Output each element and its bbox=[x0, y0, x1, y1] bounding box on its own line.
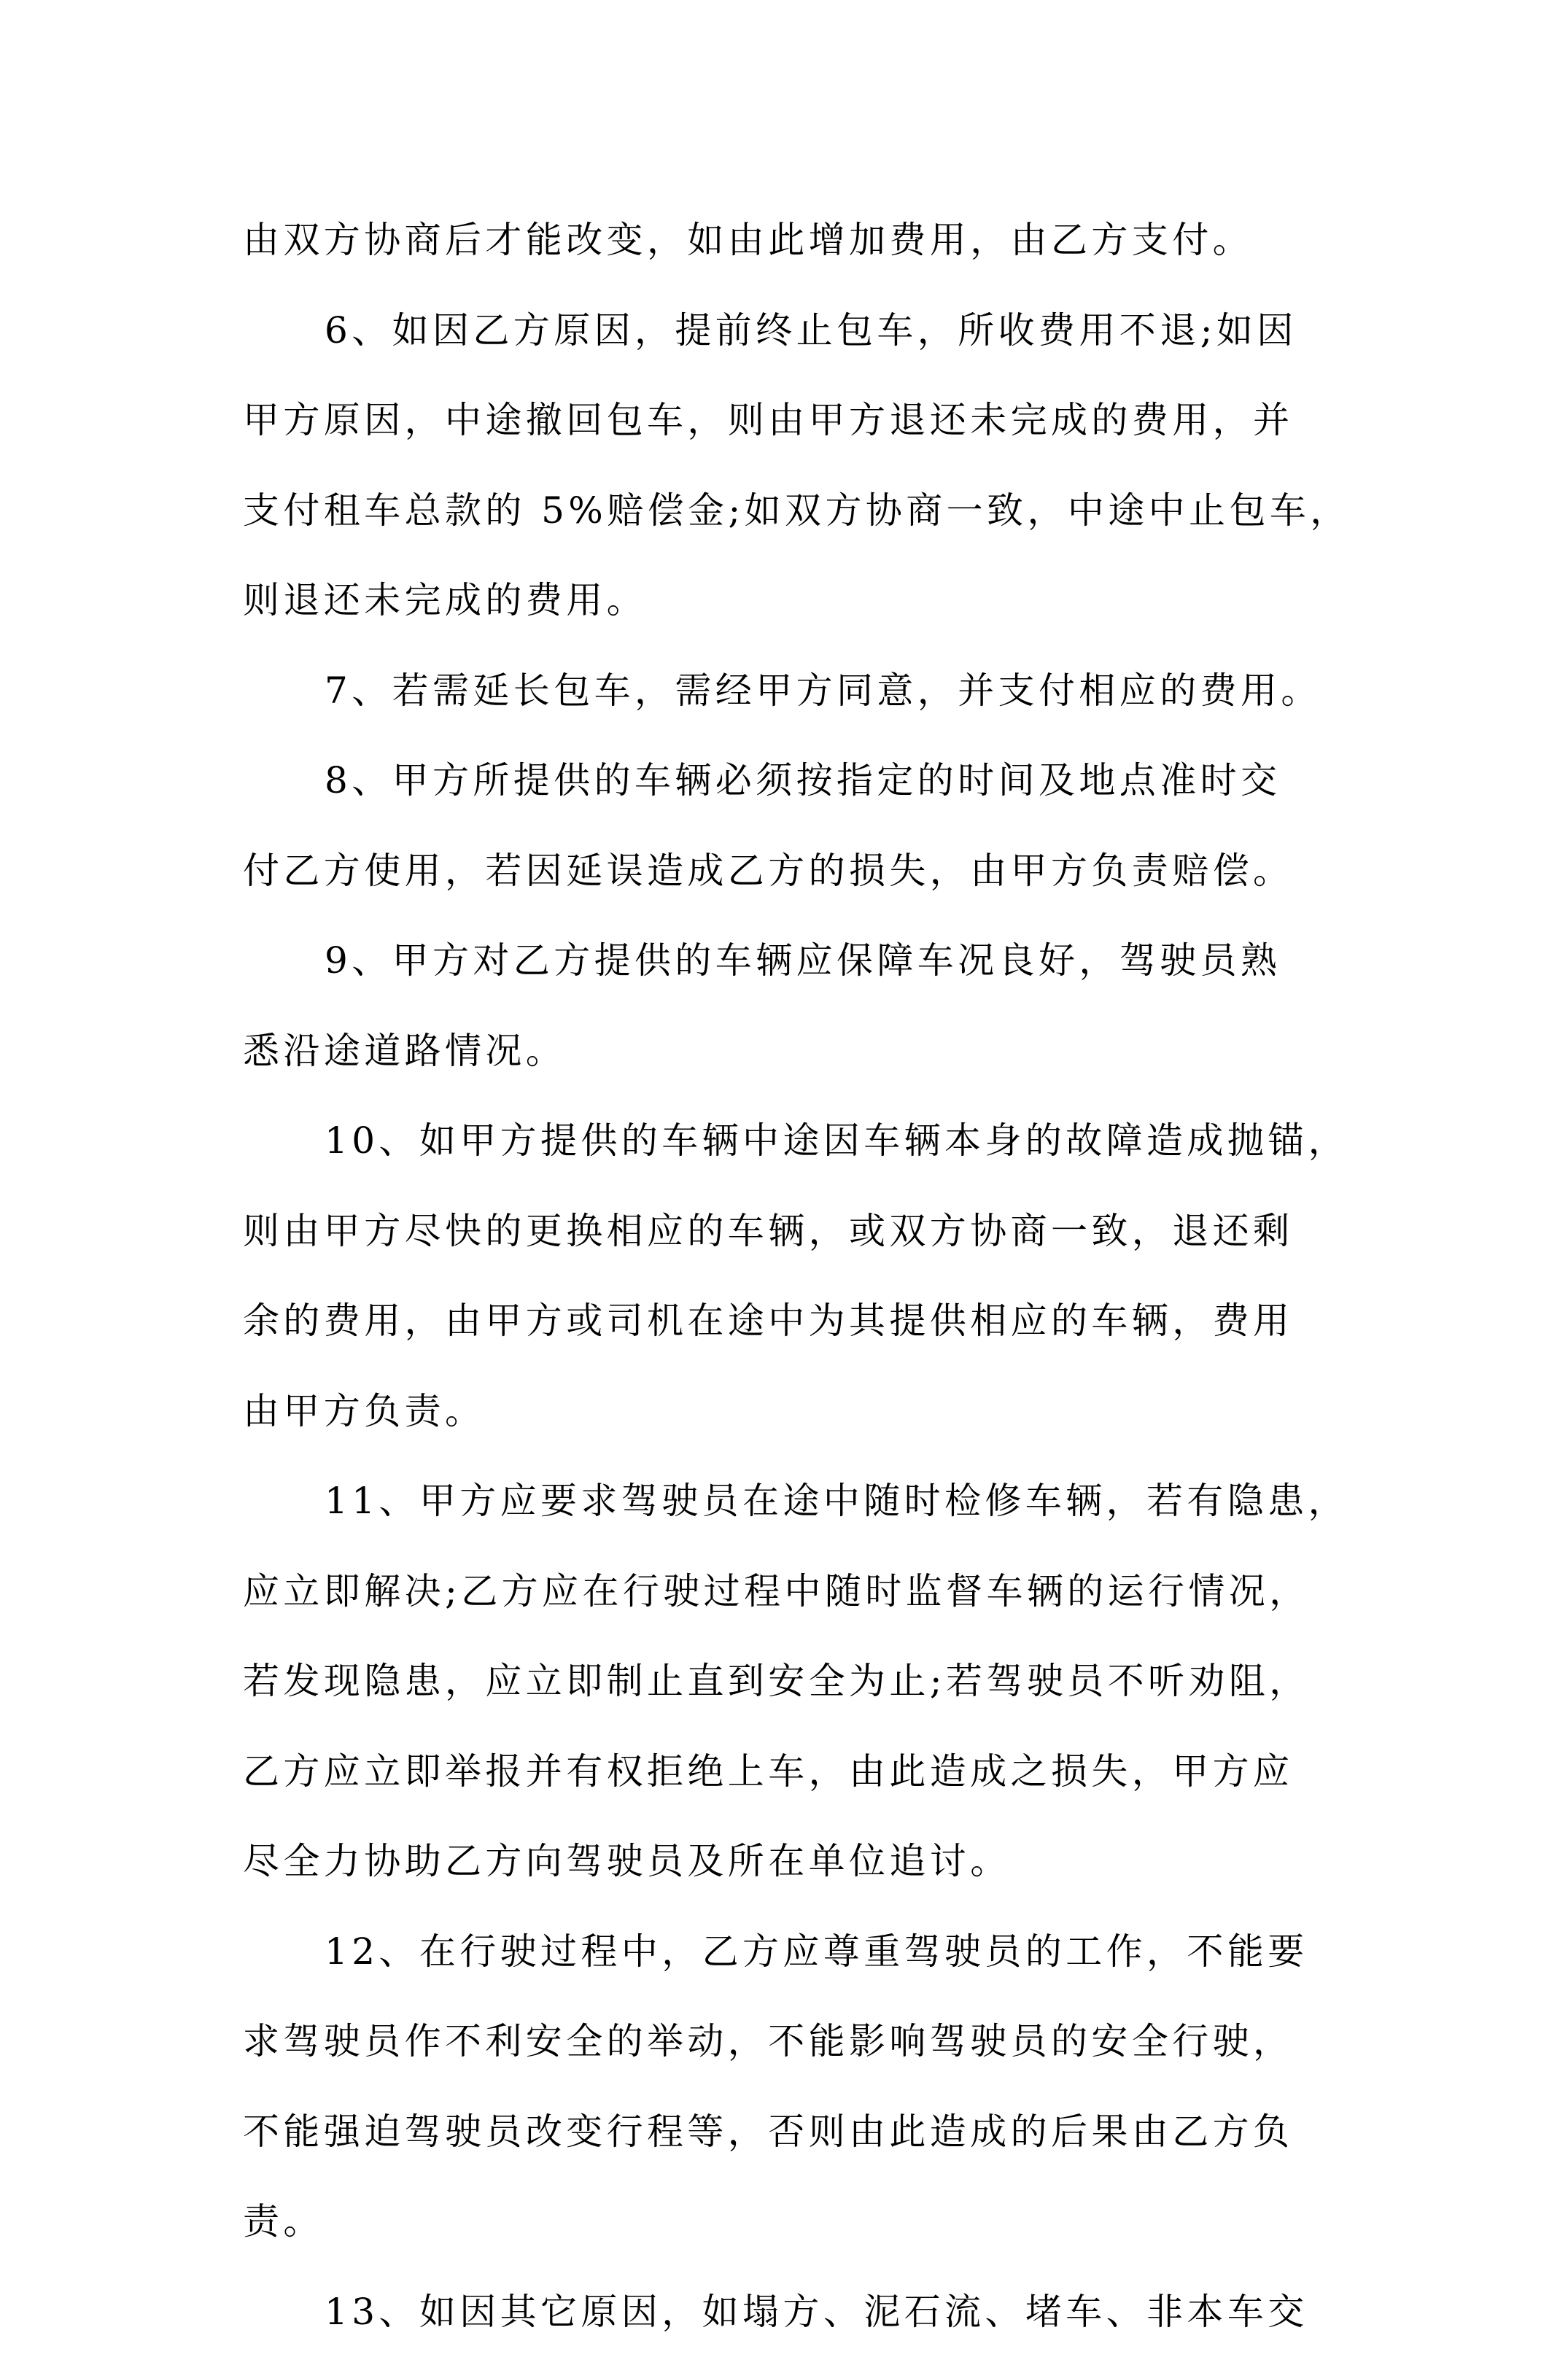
clause-6-line-1: 6、如因乙方原因，提前终止包车，所收费用不退;如因 bbox=[243, 286, 1337, 376]
contract-body bbox=[243, 195, 1337, 2357]
clause-13-line-1: 13、如因其它原因，如塌方、泥石流、堵车、非本车交 bbox=[243, 2267, 1337, 2357]
text-line: 责。 bbox=[243, 2177, 1337, 2267]
text-line: 由双方协商后才能改变，如由此增加费用，由乙方支付。 bbox=[243, 195, 1337, 286]
clause-12-line-1: 12、在行驶过程中，乙方应尊重驾驶员的工作，不能要 bbox=[243, 1907, 1337, 1997]
text-line: 则由甲方尽快的更换相应的车辆，或双方协商一致，退还剩 bbox=[243, 1187, 1337, 1277]
text-line: 悉沿途道路情况。 bbox=[243, 1006, 1337, 1097]
clause-7-line-1: 7、若需延长包车，需经甲方同意，并支付相应的费用。 bbox=[243, 646, 1337, 737]
clause-8-line-1: 8、甲方所提供的车辆必须按指定的时间及地点准时交 bbox=[243, 736, 1337, 826]
clause-10-line-1: 10、如甲方提供的车辆中途因车辆本身的故障造成抛锚， bbox=[243, 1096, 1337, 1187]
clause-9-line-1: 9、甲方对乙方提供的车辆应保障车况良好，驾驶员熟 bbox=[243, 916, 1337, 1006]
text-line: 若发现隐患，应立即制止直到安全为止;若驾驶员不听劝阻， bbox=[243, 1636, 1337, 1727]
text-line: 付乙方使用，若因延误造成乙方的损失，由甲方负责赔偿。 bbox=[243, 826, 1337, 917]
text-line: 由甲方负责。 bbox=[243, 1367, 1337, 1457]
text-line: 则退还未完成的费用。 bbox=[243, 556, 1337, 646]
clause-11-line-1: 11、甲方应要求驾驶员在途中随时检修车辆，若有隐患， bbox=[243, 1456, 1337, 1547]
text-line: 应立即解决;乙方应在行驶过程中随时监督车辆的运行情况， bbox=[243, 1547, 1337, 1637]
text-line: 不能强迫驾驶员改变行程等，否则由此造成的后果由乙方负 bbox=[243, 2087, 1337, 2178]
text-line: 余的费用，由甲方或司机在途中为其提供相应的车辆，费用 bbox=[243, 1276, 1337, 1367]
text-line: 乙方应立即举报并有权拒绝上车，由此造成之损失，甲方应 bbox=[243, 1727, 1337, 1817]
text-line: 支付租车总款的 5%赔偿金;如双方协商一致，中途中止包车， bbox=[243, 466, 1337, 556]
text-line: 求驾驶员作不利安全的举动，不能影响驾驶员的安全行驶， bbox=[243, 1997, 1337, 2087]
text-line: 尽全力协助乙方向驾驶员及所在单位追讨。 bbox=[243, 1817, 1337, 1907]
text-line: 甲方原因，中途撤回包车，则由甲方退还未完成的费用，并 bbox=[243, 376, 1337, 466]
